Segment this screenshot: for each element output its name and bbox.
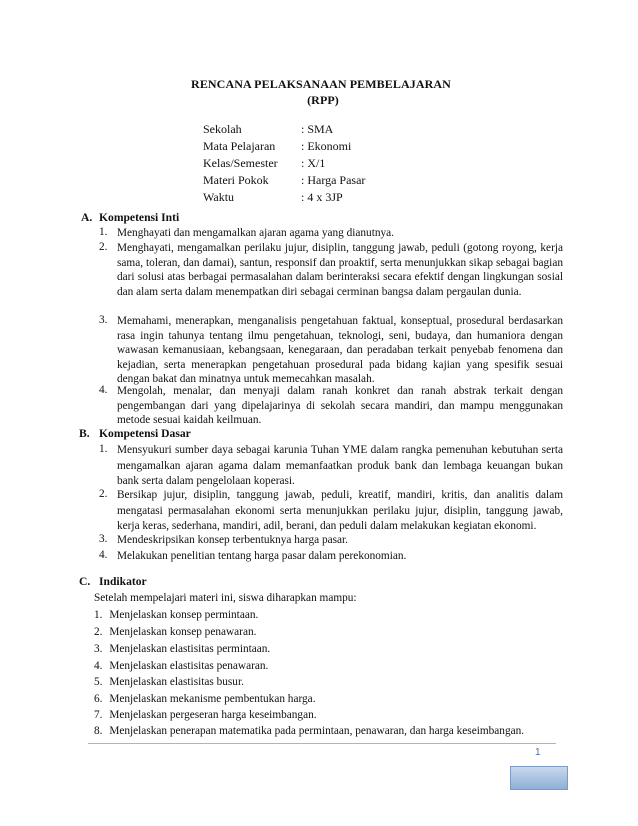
identity-label: Waktu <box>203 190 235 204</box>
item-number: 2. <box>99 488 108 500</box>
item-text: Menjelaskan elastisitas penawaran. <box>109 660 269 672</box>
document-subtitle: (RPP) <box>307 93 339 107</box>
item-text: Bersikap jujur, disiplin, tanggung jawab, peduli, kreatif, mandiri, kritis, dan analitis dalam mengatasi permasalahan ekonomi serta menunjukkan perilaku jujur, disiplin, tanggung jawab, kerja keras, sederhana, mandiri, adil, berani, dan peduli dalam melakukan kegiatan ekonomi. <box>117 489 563 532</box>
indicator-item <box>94 709 317 721</box>
item-text: Menjelaskan mekanisme pembentukan harga. <box>109 693 316 705</box>
identity-value: : Ekonomi <box>301 139 352 153</box>
identity-value: : Harga Pasar <box>301 173 366 187</box>
item-number: 6. <box>94 693 103 705</box>
item-number: 7. <box>94 709 103 721</box>
identity-value: : SMA <box>301 122 334 136</box>
identity-table <box>203 121 365 206</box>
section-letter: C. <box>79 575 91 588</box>
identity-label: Mata Pelajaran <box>203 139 276 153</box>
item-number: 2. <box>99 241 108 253</box>
item-text: Mensyukuri sumber daya sebagai karunia Tuhan YME dalam rangka pemenuhan kebutuhan serta mengamalkan ajaran agama dalam memanfaatkan produk bank dan lembaga keuangan bukan bank serta dalam pengelolaan koperasi. <box>117 444 563 487</box>
item-text: Mengolah, menalar, dan menyaji dalam ranah konkret dan ranah abstrak terkait dengan pengembangan dari yang dipelajarinya di sekolah secara mandiri, dan mampu menggunakan metode sesuai kaidah keilmuan. <box>117 385 563 427</box>
identity-row <box>203 138 365 155</box>
section-title: Kompetensi Inti <box>99 211 180 224</box>
item-number: 1. <box>99 443 108 455</box>
page-tab-decoration <box>510 766 568 790</box>
item-text: Mendeskripsikan konsep terbentuknya harga pasar. <box>117 534 349 546</box>
item-text: Menjelaskan elastisitas busur. <box>109 676 244 688</box>
footer-divider <box>88 743 556 744</box>
indicator-item <box>94 626 256 638</box>
identity-label: Sekolah <box>203 122 242 136</box>
item-number: 3. <box>94 643 103 655</box>
section-title: Indikator <box>99 575 147 588</box>
identity-row <box>203 121 365 138</box>
item-text: Menghayati dan mengamalkan ajaran agama yang dianutnya. <box>117 227 394 239</box>
page-number: 1 <box>535 747 541 758</box>
indicator-item <box>94 609 258 621</box>
section-letter: B. <box>79 427 90 440</box>
item-text: Menghayati, mengamalkan perilaku jujur, disiplin, tanggung jawab, peduli (gotong royong, kerja sama, toleran, dan damai), santun, responsif dan proaktif, serta menunjukkan sikap sebagai bagian dari solusi atas berbagai permasalahan dalam berinteraksi secara efektif dengan lingkungan sosial dan alam serta dalam menempatkan diri sebagai cerminan bangsa dalam pergaulan dunia. <box>117 242 563 298</box>
indicator-item <box>94 676 244 688</box>
identity-label: Materi Pokok <box>203 173 269 187</box>
item-number: 1. <box>94 609 103 621</box>
identity-row <box>203 155 365 172</box>
item-number: 5. <box>94 676 103 688</box>
section-intro: Setelah mempelajari materi ini, siswa diharapkan mampu: <box>94 592 357 604</box>
section-letter: A. <box>81 211 93 224</box>
item-text: Melakukan penelitian tentang harga pasar dalam perekonomian. <box>117 550 407 562</box>
indicator-item <box>94 693 316 705</box>
indicator-item <box>94 725 524 737</box>
item-text: Menjelaskan konsep penawaran. <box>109 626 257 638</box>
item-text: Menjelaskan penerapan matematika pada permintaan, penawaran, dan harga keseimbangan. <box>109 725 525 737</box>
item-number: 2. <box>94 626 103 638</box>
item-text: Memahami, menerapkan, menganalisis pengetahuan faktual, konseptual, prosedural berdasarkan rasa ingin tahunya tentang ilmu pengetahuan, teknologi, seni, budaya, dan humaniora dengan wawasan kemanusiaan, kebangsaan, kenegaraan, dan peradaban terkait penyebab fenomena dan kejadian, serta menerapkan pengetahuan prosedural pada bidang kajian yang spesifik sesuai dengan bakat dan minatnya untuk memecahkan masalah. <box>117 315 563 386</box>
item-number: 3. <box>99 533 108 545</box>
indicator-item <box>94 660 268 672</box>
item-number: 1. <box>99 226 108 238</box>
document-title: RENCANA PELAKSANAAN PEMBELAJARAN <box>191 77 451 91</box>
identity-value: : X/1 <box>301 156 326 170</box>
identity-value: : 4 x 3JP <box>301 190 343 204</box>
item-number: 4. <box>94 660 103 672</box>
identity-row <box>203 189 365 206</box>
indicator-item <box>94 643 270 655</box>
item-text: Menjelaskan elastisitas permintaan. <box>109 643 271 655</box>
item-number: 3. <box>99 314 108 326</box>
item-number: 8. <box>94 725 103 737</box>
item-number: 4. <box>99 549 108 561</box>
item-text: Menjelaskan pergeseran harga keseimbangan. <box>109 709 317 721</box>
identity-label: Kelas/Semester <box>203 156 278 170</box>
section-title: Kompetensi Dasar <box>99 427 191 440</box>
identity-row <box>203 172 365 189</box>
item-number: 4. <box>99 384 108 396</box>
item-text: Menjelaskan konsep permintaan. <box>109 609 259 621</box>
